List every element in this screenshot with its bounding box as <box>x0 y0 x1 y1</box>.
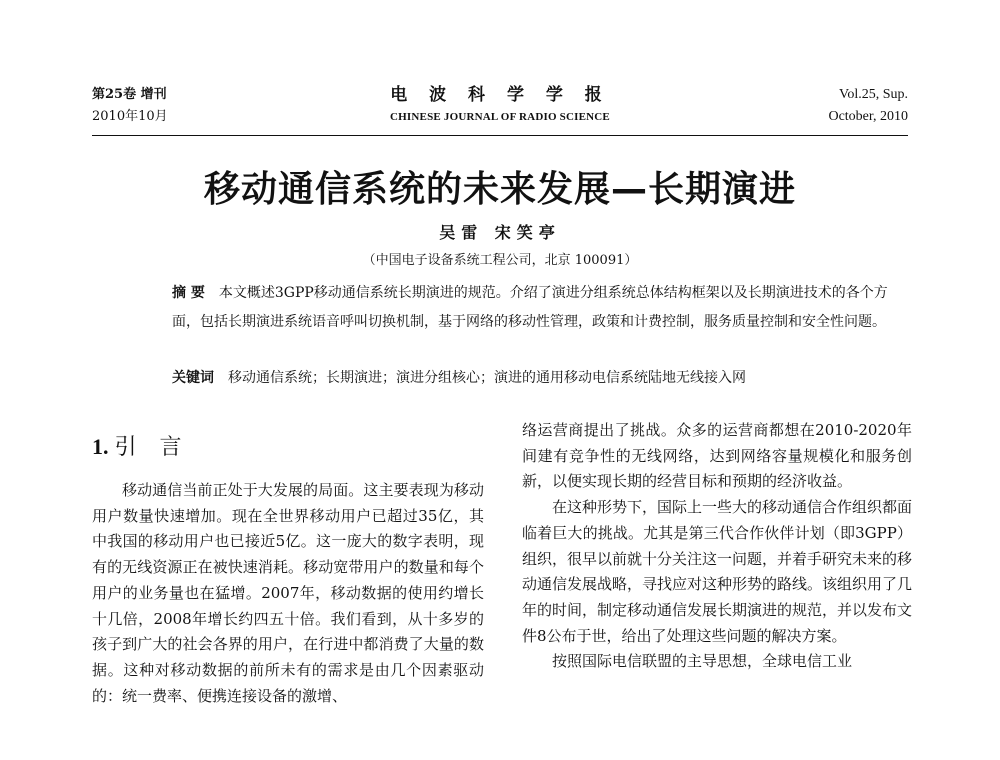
date-en: October, 2010 <box>828 109 908 124</box>
intro-paragraph-1: 移动通信当前正处于大发展的局面。这主要表现为移动用户数量快速增加。现在全世界移动用户已超过35亿，其中我国的移动用户也已接近5亿。这一庞大的数字表明，现有的无线资源正在被快速消耗。移动宽带用户的数量和每个用户的业务量也在猛增。2007年，移动数据的使用约增长十几倍，2008年增长约四五十倍。我们看到，从十多岁的孩子到广大的社会各界的用户，在行进中都消费了大量的数据。这种对移动数据的前所未有的需求是由几个因素驱动的：统一费率、便携连接设备的激增、 <box>92 481 484 705</box>
volume-cn: 第25卷 增刊 <box>92 87 167 102</box>
abstract <box>172 279 892 337</box>
keywords-text: 移动通信系统；长期演进；演进分组核心；演进的通用移动电信系统陆地无线接入网 <box>228 370 746 386</box>
header-left <box>92 84 168 128</box>
date-cn: 2010年10月 <box>92 109 168 124</box>
journal-name-cn: 电 波 科 学 学 报 <box>390 85 610 105</box>
intro-paragraph-2: 络运营商提出了挑战。众多的运营商都想在2010-2020年间建有竞争性的无线网络，达到网络容量规模化和服务创新，以便实现长期的经营目标和预期的经济收益。 <box>522 421 912 491</box>
section-heading <box>92 432 190 463</box>
header-center <box>330 84 670 128</box>
keywords <box>172 366 902 390</box>
paper-authors: 吴雷 宋笑亭 <box>439 223 561 242</box>
intro-paragraph-3: 在这种形势下，国际上一些大的移动通信合作组织都面临着巨大的挑战。尤其是第三代合作伙伴计划（即3GPP）组织，很早以前就十分关注这一问题，并着手研究未来的移动通信发展战略，寻找应对这种形势的路线。该组织用了几年的时间，制定移动通信发展长期演进的规范，并以发布文件8公布于世，给出了处理这些问题的解决方案。 <box>522 498 913 645</box>
paper-title: 移动通信系统的未来发展—长期演进 <box>203 169 796 210</box>
header-right <box>828 84 908 128</box>
abstract-text: 本文概述3GPP移动通信系统长期演进的规范。介绍了演进分组系统总体结构框架以及长期演进技术的各个方面，包括长期演进系统语音呼叫切换机制，基于网络的移动性管理，政策和计费控制，服务质量控制和安全性问题。 <box>172 285 888 330</box>
paper-affiliation: （中国电子设备系统工程公司，北京 100091） <box>362 253 638 268</box>
journal-name-en: CHINESE JOURNAL OF RADIO SCIENCE <box>390 111 610 123</box>
section-title: 引 言 <box>114 435 190 460</box>
header-rule <box>92 135 908 136</box>
abstract-label: 摘 要 <box>172 285 205 301</box>
intro-paragraph-4: 按照国际电信联盟的主导思想，全球电信工业 <box>552 652 853 671</box>
left-column <box>92 478 484 709</box>
keywords-label: 关键词 <box>172 370 214 386</box>
volume-en: Vol.25, Sup. <box>839 87 908 102</box>
right-column <box>522 418 912 675</box>
section-number: 1. <box>92 434 109 459</box>
